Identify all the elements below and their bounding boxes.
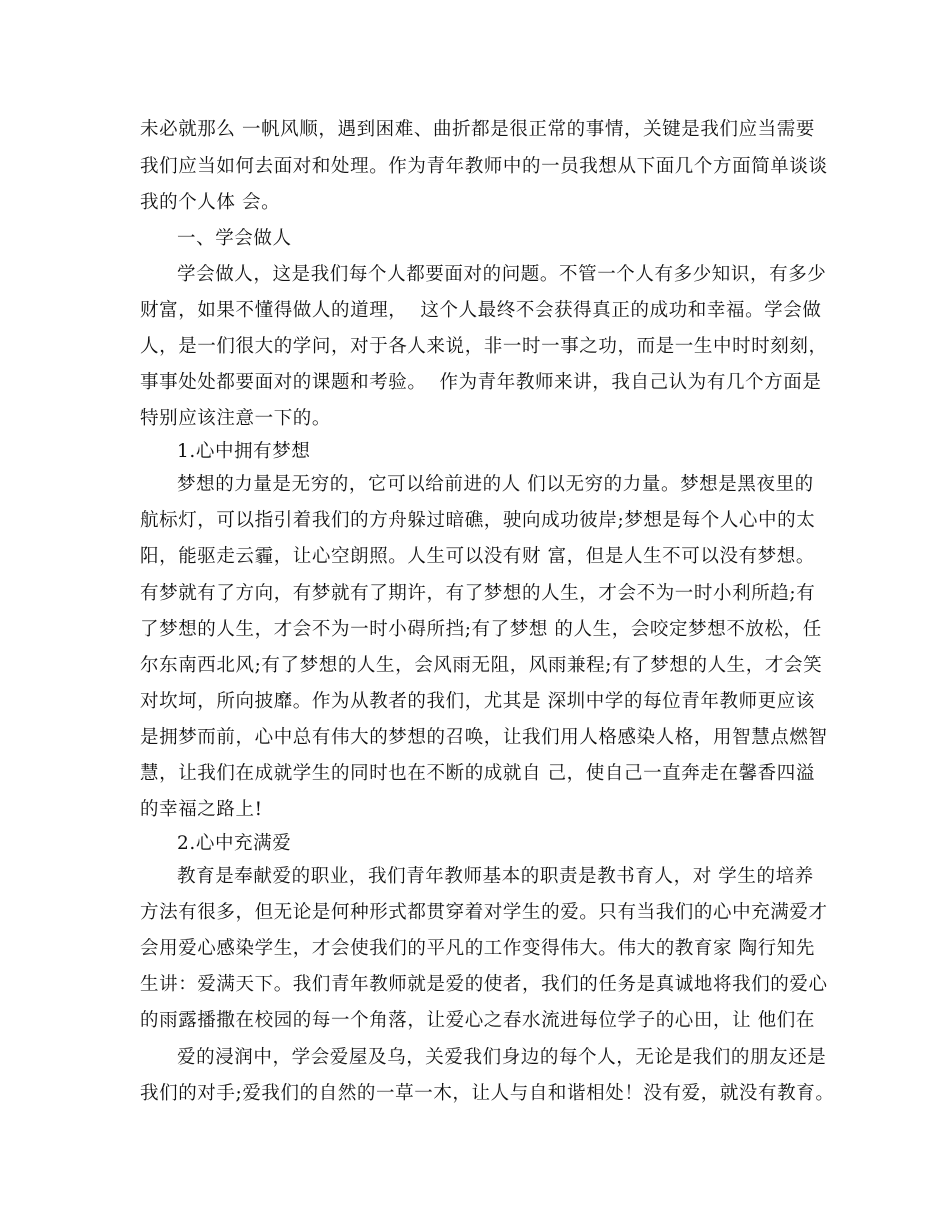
text-line: 慧，让我们在成就学生的同时也在不断的成就自 己，使自己一直奔走在馨香四溢 bbox=[140, 763, 815, 784]
text-line: 财富，如果不懂得做人的道理， 这个人最终不会获得真正的成功和幸福。学会做 bbox=[140, 300, 822, 321]
text-line: 了梦想的人生，才会不为一时小碍所挡;有了梦想 的人生，会咬定梦想不放松，任 bbox=[140, 619, 822, 640]
text-line: 方法有很多，但无论是何种形式都贯穿着对学生的爱。只有当我们的心中充满爱才 bbox=[140, 902, 828, 923]
text-line: 我们应当如何去面对和处理。作为青年教师中的一员我想从下面几个方面简单谈谈 bbox=[140, 156, 828, 177]
subsection-heading: 1.心中拥有梦想 bbox=[177, 441, 311, 462]
section-heading: 一、学会做人 bbox=[177, 228, 292, 249]
text-line: 人，是一们很大的学问，对于各人来说，非一时一事之功，而是一生中时时刻刻， bbox=[140, 336, 828, 357]
text-line: 未必就那么 一帆风顺，遇到困难、曲折都是很正常的事情，关键是我们应当需要 bbox=[140, 119, 815, 140]
text-line: 是拥梦而前，心中总有伟大的梦想的召唤，让我们用人格感染人格，用智慧点燃智 bbox=[140, 727, 828, 748]
text-line: 有梦就有了方向，有梦就有了期许，有了梦想的人生，才会不为一时小利所趋;有 bbox=[140, 583, 816, 604]
text-line: 我的个人体 会。 bbox=[140, 192, 281, 213]
text-line: 对坎坷，所向披靡。作为从教者的我们，尤其是 深圳中学的每位青年教师更应该 bbox=[140, 691, 815, 712]
text-line: 会用爱心感染学生，才会使我们的平凡的工作变得伟大。伟大的教育家 陶行知先 bbox=[140, 938, 815, 959]
text-line: 梦想的力量是无穷的，它可以给前进的人 们以无穷的力量。梦想是黑夜里的 bbox=[177, 474, 814, 495]
text-line: 航标灯，可以指引着我们的方舟躲过暗礁，驶向成功彼岸;梦想是每个人心中的太 bbox=[140, 510, 816, 531]
text-line: 学会做人，这是我们每个人都要面对的问题。不管一个人有多少知识，有多少 bbox=[177, 264, 827, 285]
text-line: 生讲：爱满天下。我们青年教师就是爱的使者，我们的任务是真诚地将我们的爱心 bbox=[140, 974, 828, 995]
text-line: 特别应该注意一下的。 bbox=[140, 408, 332, 429]
text-line: 爱的浸润中，学会爱屋及乌，关爱我们身边的每个人，无论是我们的朋友还是 bbox=[177, 1047, 827, 1068]
text-line: 的幸福之路上! bbox=[140, 799, 263, 820]
text-line: 教育是奉献爱的职业，我们青年教师基本的职责是教书育人，对 学生的培养 bbox=[177, 866, 814, 887]
text-line: 阳，能驱走云霾，让心空朗照。人生可以没有财 富，但是人生不可以没有梦想。 bbox=[140, 546, 815, 567]
text-line: 的雨露播撒在校园的每一个角落，让爱心之春水流进每位学子的心田，让 他们在 bbox=[140, 1010, 815, 1031]
text-line: 尔东南西北风;有了梦想的人生，会风雨无阻，风雨兼程;有了梦想的人生，才会笑 bbox=[140, 655, 823, 676]
subsection-heading: 2.心中充满爱 bbox=[177, 833, 292, 854]
text-line: 我们的对手;爱我们的自然的一草一木，让人与自和谐相处！没有爱，就没有教育。 bbox=[140, 1083, 835, 1104]
text-line: 事事处处都要面对的课题和考验。 作为青年教师来讲，我自己认为有几个方面是 bbox=[140, 372, 822, 393]
